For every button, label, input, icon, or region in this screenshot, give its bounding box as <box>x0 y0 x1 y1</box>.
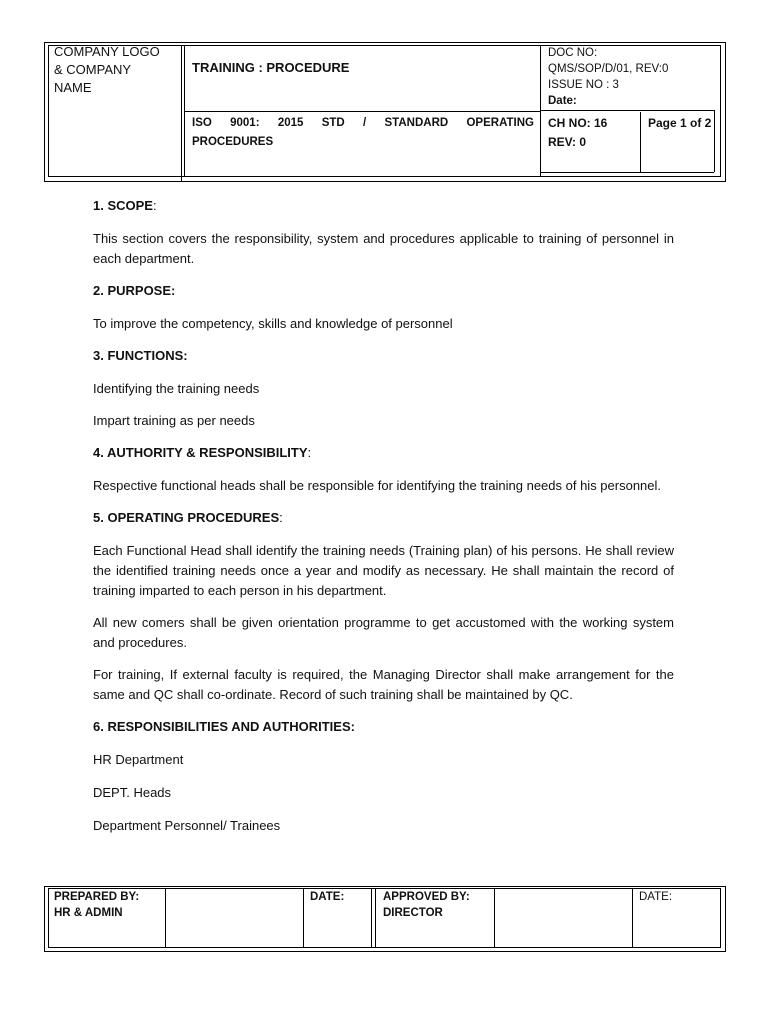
date-label: Date: <box>548 95 577 107</box>
approved-by-value: DIRECTOR <box>383 907 443 919</box>
doc-no-label: DOC NO: <box>548 47 598 59</box>
scope-heading <box>93 196 674 216</box>
operating-para-3: For training, If external faculty is required, the Managing Director shall make arrangement for the same and QC shall co-ordinate. Record of such training shall be maintained by QC. <box>93 667 674 702</box>
prepared-by-label: PREPARED BY: <box>54 891 140 903</box>
functions-heading: 3. FUNCTIONS: <box>93 348 188 363</box>
purpose-heading: 2. PURPOSE: <box>93 283 176 298</box>
scope-heading-text: 1. SCOPE <box>93 198 153 213</box>
operating-heading <box>93 508 674 528</box>
approved-by-label: APPROVED BY: <box>383 891 470 903</box>
prepared-by-value: HR & ADMIN <box>54 907 123 919</box>
header-row-divider-right <box>540 110 714 111</box>
footer-divider-3b <box>375 888 376 948</box>
header-divider-logo <box>181 45 182 182</box>
prepared-by <box>54 889 139 921</box>
responsibilities-heading: 6. RESPONSIBILITIES AND AUTHORITIES: <box>93 719 355 734</box>
footer-divider-4 <box>494 888 495 948</box>
responsibilities-item-1: HR Department <box>93 752 184 767</box>
authority-text: Respective functional heads shall be responsible for identifying the training needs of his personnel. <box>93 478 662 493</box>
header-row-divider <box>184 111 540 112</box>
functions-item-2: Impart training as per needs <box>93 413 255 428</box>
iso-line2: PROCEDURES <box>192 136 274 148</box>
doc-no-value: QMS/SOP/D/01, REV:0 <box>548 63 669 75</box>
logo-line1: COMPANY LOGO <box>54 44 160 59</box>
authority-heading-colon: : <box>307 445 312 460</box>
responsibilities-item-2: DEPT. Heads <box>93 785 172 800</box>
footer-divider-2 <box>303 888 304 948</box>
header-right-inner-edge <box>714 110 715 172</box>
operating-heading-colon: : <box>279 510 283 525</box>
document-title: TRAINING : PROCEDURE <box>192 60 350 75</box>
approved-date-label: DATE: <box>639 891 673 903</box>
chapter-info <box>548 114 607 152</box>
authority-heading-text: 4. AUTHORITY & RESPONSIBILITY <box>93 445 308 460</box>
header-divider-page <box>640 112 641 172</box>
functions-item-1: Identifying the training needs <box>93 381 260 396</box>
header-divider-docno <box>540 45 541 177</box>
iso-standard <box>192 114 534 152</box>
authority-heading <box>93 443 674 463</box>
footer-divider-5 <box>632 888 633 948</box>
footer-divider-1 <box>165 888 166 948</box>
ch-no: CH NO: 16 <box>548 116 608 130</box>
issue-no: ISSUE NO : 3 <box>548 79 619 91</box>
scope-text: This section covers the responsibility, system and procedures applicable to training of personnel in each department. <box>93 231 674 266</box>
operating-para-2: All new comers shall be given orientation programme to get accustomed with the working system and procedures. <box>93 615 674 650</box>
header-bottom-right <box>540 172 714 173</box>
document-body <box>93 196 674 848</box>
revision: REV: 0 <box>548 135 587 149</box>
logo-line3: NAME <box>54 80 92 95</box>
approved-by <box>383 889 470 921</box>
doc-info <box>548 45 718 109</box>
operating-para-1: Each Functional Head shall identify the training needs (Training plan) of his persons. He shall review the identified training needs once a year and modify as necessary. He shall maintain the record of training imparted to each person in his department. <box>93 543 674 598</box>
responsibilities-item-3: Department Personnel/ Trainees <box>93 818 281 833</box>
prepared-date-label: DATE: <box>310 891 345 903</box>
footer-divider-3 <box>371 888 372 948</box>
purpose-text: To improve the competency, skills and knowledge of personnel <box>93 316 453 331</box>
logo-line2: & COMPANY <box>54 62 132 77</box>
iso-line1: ISO 9001: 2015 STD / STANDARD OPERATING <box>192 117 534 129</box>
company-logo-placeholder <box>54 43 179 97</box>
operating-heading-text: 5. OPERATING PROCEDURES <box>93 510 280 525</box>
page-number: Page 1 of 2 <box>648 116 712 130</box>
scope-heading-colon: : <box>152 198 157 213</box>
